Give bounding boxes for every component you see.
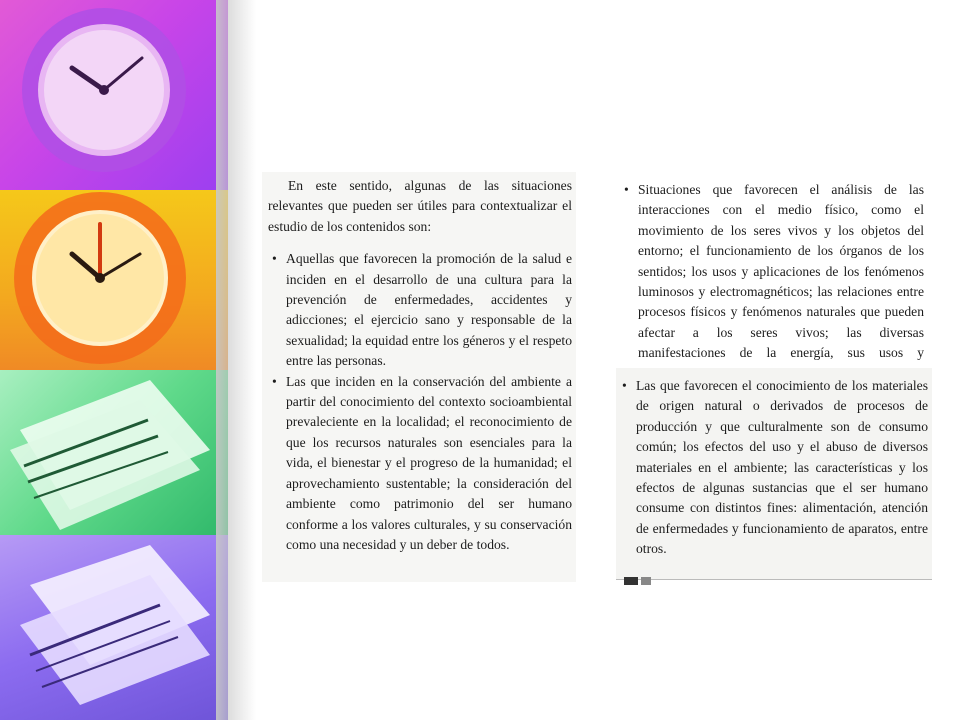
left-bullet-list: [262, 249, 576, 555]
right-top-bullet-list: [618, 180, 928, 384]
scan-artifact: [624, 572, 670, 582]
right-bottom-bullet-list: [616, 368, 932, 560]
list-item-text: Aquellas que favorecen la promoción de la salud e inciden en el desarrollo de una cultura para la prevención de enfermedades, accidentes y adicciones; el ejercicio sano y responsable de la sexualidad; la equidad entre los géneros y el respeto entre las personas.: [286, 251, 572, 369]
list-item: [262, 249, 572, 371]
list-item: [262, 372, 572, 556]
strip-shadow: [216, 0, 256, 720]
list-item: [618, 180, 924, 384]
intro-paragraph: En este sentido, algunas de las situaciones relevantes que pueden ser útiles para contextualizar el estudio de los contenidos son:: [268, 178, 572, 234]
list-item: [616, 376, 928, 560]
decorative-image-strip: [0, 0, 228, 720]
right-text-column-top: [618, 180, 928, 384]
list-item-text: Las que favorecen el conocimiento de los materiales de origen natural o derivados de procesos de producción y que culturalmente son de consumo común; los efectos del uso y el abuso de diversos materiales en el ambiente; las características y los efectos de algunas sustancias que el ser humano consume con distintos fines: alimentación, atención de enfermedades y funcionamiento de aparatos, entre otros.: [636, 378, 928, 557]
green-papers-image: [0, 370, 228, 535]
orange-clock-image: [0, 190, 228, 370]
bullet-icon: •: [624, 182, 629, 197]
list-item-text: Situaciones que favorecen el análisis de las interacciones con el medio físico, como el movimiento de los seres vivos y los objetos del entorno; el funcionamiento de los órganos de los sentidos; los usos y aplicaciones de los fenómenos luminosos y electromagnéticos; las relaciones entre procesos físicos y fenómenos naturales que pueden afectar a los seres vivos; las diversas manifestaciones de la energía, sus usos y: [638, 182, 924, 361]
right-text-column-bottom: [616, 368, 932, 580]
list-item-text: Las que inciden en la conservación del ambiente a partir del conocimiento del contexto socioambiental prevaleciente en la localidad; el reconocimiento de que los recursos naturales son esenciales para la vida, el bienestar y el progreso de la humanidad; el aprovechamiento sustentable; la consideración del ambiente como patrimonio del ser humano conforme a los valores culturales, y su conservación como una necesidad y un deber de todos.: [286, 373, 572, 552]
bullet-icon: •: [272, 251, 277, 267]
bullet-icon: •: [622, 378, 627, 393]
purple-clock-image: [0, 0, 228, 190]
bullet-icon: •: [272, 373, 277, 389]
violet-papers-image: [0, 535, 228, 720]
left-text-column: [262, 172, 576, 582]
